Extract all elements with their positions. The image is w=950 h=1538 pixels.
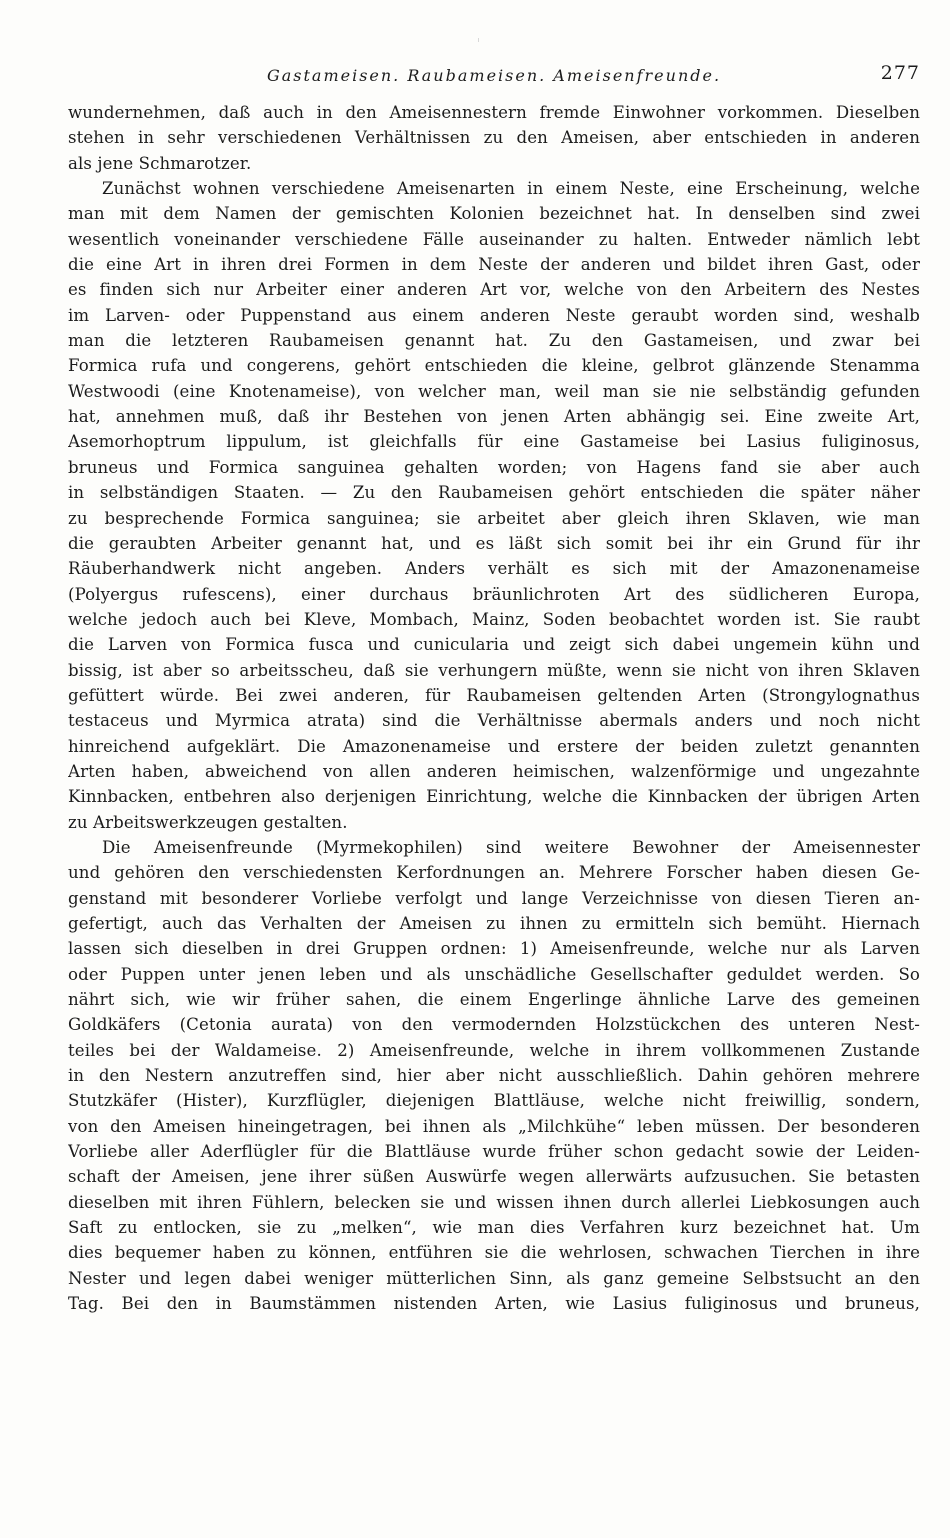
- text-line: in den Nestern anzutreffen sind, hier aber nicht ausschließlich. Dahin gehören mehrere: [68, 1066, 920, 1086]
- text-line: es finden sich nur Arbeiter einer anderen Art vor, welche von den Arbeitern des Nestes: [68, 280, 920, 300]
- page-number: 277: [880, 62, 920, 84]
- text-line: in selbständigen Staaten. — Zu den Raubameisen gehört entschieden die später näher: [68, 483, 920, 503]
- text-line: Die Ameisenfreunde (Myrmekophilen) sind weitere Bewohner der Ameisennester: [102, 837, 920, 857]
- text-line: dies bequemer haben zu können, entführen sie die wehrlosen, schwachen Tierchen in ihre: [68, 1243, 920, 1263]
- text-line: die geraubten Arbeiter genannt hat, und es läßt sich somit bei ihr ein Grund für ihr: [68, 533, 920, 553]
- text-line: schaft der Ameisen, jene ihrer süßen Auswürfe wegen allerwärts aufzusuchen. Sie betasten: [68, 1167, 920, 1187]
- text-line: gefertigt, auch das Verhalten der Ameisen zu ihnen zu ermitteln sich bemüht. Hiernach: [68, 914, 920, 933]
- text-line: bruneus und Formica sanguinea gehalten worden; von Hagens fand sie aber auch: [68, 457, 920, 477]
- text-line: von den Ameisen hineingetragen, bei ihnen als „Milchkühe“ leben müssen. Der besonderen: [68, 1116, 920, 1136]
- text-line: Kinnbacken, entbehren also derjenigen Einrichtung, welche die Kinnbacken der übrigen Arten: [68, 787, 920, 807]
- text-line: Vorliebe aller Aderflügler für die Blattläuse wurde früher schon gedacht sowie der Leiden-: [68, 1142, 920, 1162]
- text-line: welche jedoch auch bei Kleve, Mombach, Mainz, Soden beobachtet worden ist. Sie raubt: [68, 609, 920, 629]
- text-line: Westwoodi (eine Knotenameise), von welcher man, weil man sie nie selbständig gefunden: [68, 381, 920, 401]
- text-line: genstand mit besonderer Vorliebe verfolgt und lange Verzeichnisse von diesen Tieren an-: [68, 888, 920, 908]
- text-line: Arten haben, abweichend von allen anderen heimischen, walzenförmige und ungezahnte: [68, 761, 920, 781]
- text-line: wundernehmen, daß auch in den Ameisennestern fremde Einwohner vorkommen. Dieselben: [68, 103, 920, 122]
- book-page: [68, 62, 920, 1512]
- text-line: Goldkäfers (Cetonia aurata) von den vermodernden Holzstückchen des unteren Nest-: [68, 1015, 920, 1035]
- text-line: Nester und legen dabei weniger mütterlichen Sinn, als ganz gemeine Selbstsucht an den: [68, 1268, 920, 1288]
- text-line: Formica rufa und congerens, gehört entschieden die kleine, gelbrot glänzende Stenamma: [68, 356, 920, 376]
- text-line: Zunächst wohnen verschiedene Ameisenarten in einem Neste, eine Erscheinung, welche: [102, 179, 920, 199]
- text-line: stehen in sehr verschiedenen Verhältnissen zu den Ameisen, aber entschieden in anderen: [68, 128, 920, 148]
- text-line: wesentlich voneinander verschiedene Fälle auseinander zu halten. Entweder nämlich lebt: [68, 229, 920, 249]
- text-line: Stutzkäfer (Hister), Kurzflügler, diejenigen Blattläuse, welche nicht freiwillig, sondern,: [68, 1091, 920, 1111]
- text-line: teiles bei der Waldameise. 2) Ameisenfreunde, welche in ihrem vollkommenen Zustande: [68, 1040, 920, 1060]
- text-line: man die letzteren Raubameisen genannt hat. Zu den Gastameisen, und zwar bei: [68, 331, 920, 351]
- text-line: oder Puppen unter jenen leben und als unschädliche Gesellschafter geduldet werden. So: [68, 964, 920, 984]
- body-text: [68, 100, 920, 1317]
- text-line: lassen sich dieselben in drei Gruppen ordnen: 1) Ameisenfreunde, welche nur als Larven: [68, 939, 920, 959]
- text-line: im Larven- oder Puppenstand aus einem anderen Neste geraubt worden sind, weshalb: [68, 305, 920, 325]
- text-line: gefüttert würde. Bei zwei anderen, für Raubameisen geltenden Arten (Strongylognathus: [68, 685, 920, 705]
- text-line: Räuberhandwerk nicht angeben. Anders verhält es sich mit der Amazonenameise: [68, 559, 920, 579]
- running-head: [68, 62, 920, 92]
- text-line: die eine Art in ihren drei Formen in dem Neste der anderen und bildet ihren Gast, oder: [68, 255, 920, 275]
- text-line: testaceus und Myrmica atrata) sind die Verhältnisse abermals anders und noch nicht: [68, 711, 920, 731]
- text-line: dieselben mit ihren Fühlern, belecken sie und wissen ihnen durch allerlei Liebkosungen auch: [68, 1192, 920, 1212]
- text-line: (Polyergus rufescens), einer durchaus bräunlichroten Art des südlicheren Europa,: [68, 584, 920, 604]
- text-line: als jene Schmarotzer.: [68, 153, 252, 173]
- text-line: hat, annehmen muß, daß ihr Bestehen von jenen Arten abhängig sei. Eine zweite Art,: [68, 407, 920, 427]
- text-line: man mit dem Namen der gemischten Kolonien bezeichnet hat. In denselben sind zwei: [68, 204, 920, 224]
- text-line: die Larven von Formica fusca und cunicularia und zeigt sich dabei ungemein kühn und: [68, 635, 920, 655]
- paper-speck: [478, 38, 479, 42]
- text-line: Saft zu entlocken, sie zu „melken“, wie man dies Verfahren kurz bezeichnet hat. Um: [68, 1218, 920, 1238]
- text-line: zu Arbeitswerkzeugen gestalten.: [68, 812, 348, 832]
- text-line: und gehören den verschiedensten Kerfordnungen an. Mehrere Forscher haben diesen Ge-: [68, 863, 920, 883]
- running-title: Gastameisen. Raubameisen. Ameisenfreunde.: [266, 66, 722, 85]
- text-line: Tag. Bei den in Baumstämmen nistenden Arten, wie Lasius fuliginosus und bruneus,: [68, 1294, 920, 1314]
- text-line: hinreichend aufgeklärt. Die Amazonenameise und erstere der beiden zuletzt genannten: [68, 736, 920, 756]
- text-line: zu besprechende Formica sanguinea; sie arbeitet aber gleich ihren Sklaven, wie man: [68, 508, 920, 528]
- text-line: Asemorhoptrum lippulum, ist gleichfalls für eine Gastameise bei Lasius fuliginosus,: [68, 432, 920, 452]
- text-line: bissig, ist aber so arbeitsscheu, daß sie verhungern müßte, wenn sie nicht von ihren Sklaven: [68, 660, 920, 680]
- text-line: nährt sich, wie wir früher sahen, die einem Engerlinge ähnliche Larve des gemeinen: [68, 990, 920, 1010]
